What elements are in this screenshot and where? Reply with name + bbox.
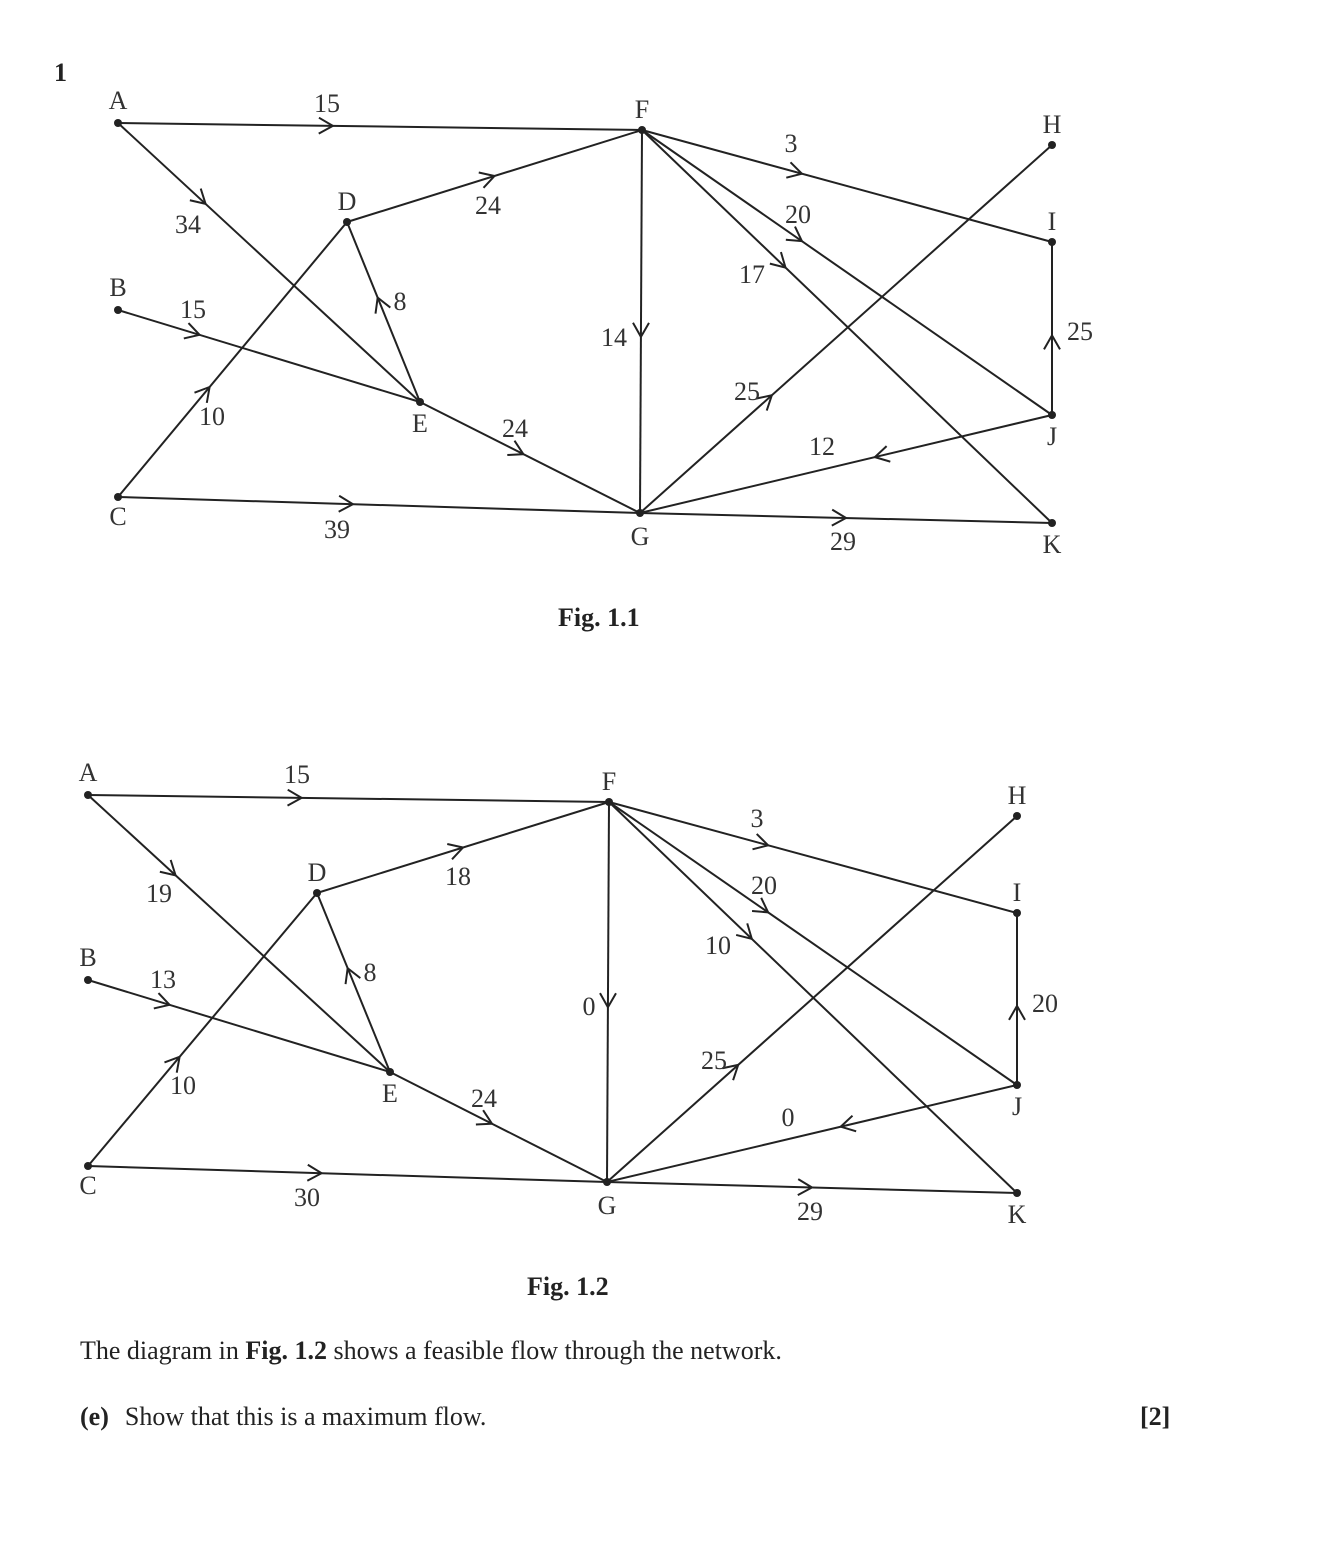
fig1-node-label-j: J xyxy=(1046,422,1058,451)
figure-1-2 xyxy=(0,730,1334,1310)
fig2-node-label-e: E xyxy=(382,1079,398,1108)
fig1-node-j xyxy=(1048,411,1056,419)
fig2-node-e xyxy=(386,1068,394,1076)
fig2-node-a xyxy=(84,791,92,799)
fig2-edge-g-k xyxy=(607,1179,1017,1226)
fig2-edge-label-f-g: 0 xyxy=(582,992,596,1021)
fig2-edge-line-g-h xyxy=(607,816,1017,1182)
fig1-node-f xyxy=(638,126,646,134)
figure-1-1 xyxy=(0,60,1334,660)
intro-before: The diagram in xyxy=(80,1336,246,1365)
fig1-edge-label-j-i: 25 xyxy=(1067,317,1093,346)
fig1-edge-g-h xyxy=(640,145,1052,513)
fig2-node-h xyxy=(1013,812,1021,820)
fig2-node-g xyxy=(603,1178,611,1186)
fig2-edge-label-e-g: 24 xyxy=(471,1084,497,1113)
fig2-edge-f-g xyxy=(583,802,616,1182)
fig2-edge-f-j xyxy=(609,802,1017,1085)
fig1-edge-label-c-d: 10 xyxy=(199,402,225,431)
fig2-edge-f-i xyxy=(609,802,1017,913)
fig1-edge-label-j-g: 12 xyxy=(809,432,835,461)
fig2-edge-label-e-d: 8 xyxy=(363,958,377,987)
intro-bold: Fig. 1.2 xyxy=(245,1336,327,1365)
fig1-node-label-a: A xyxy=(108,86,128,115)
fig-1-1-caption: Fig. 1.1 xyxy=(558,603,640,632)
fig2-edge-d-f xyxy=(317,802,609,893)
fig2-node-label-f: F xyxy=(601,767,617,796)
fig2-edge-e-d xyxy=(317,893,390,1072)
network-diagram-1 xyxy=(0,60,1334,660)
fig2-node-label-a: A xyxy=(78,758,98,787)
fig1-edge-d-f xyxy=(347,130,642,222)
fig1-edge-label-f-k: 17 xyxy=(739,260,765,289)
fig1-edge-e-d xyxy=(347,222,420,402)
fig1-node-label-d: D xyxy=(337,187,357,216)
fig1-edge-line-e-d xyxy=(347,222,420,402)
part-label: (e) xyxy=(80,1402,109,1431)
fig2-edge-label-a-f: 15 xyxy=(284,760,310,789)
fig2-edge-c-d xyxy=(88,893,317,1166)
fig1-edge-line-e-g xyxy=(420,402,640,513)
fig1-edge-label-f-g: 14 xyxy=(601,323,627,352)
fig2-edge-j-i xyxy=(1009,913,1058,1085)
fig2-edge-label-c-d: 10 xyxy=(170,1071,196,1100)
question-number: 1 xyxy=(54,58,67,87)
fig-1-2-caption: Fig. 1.2 xyxy=(527,1272,609,1301)
fig1-edge-f-j xyxy=(642,130,1052,415)
fig2-edge-label-f-j: 20 xyxy=(751,871,777,900)
intro-text xyxy=(80,1336,782,1366)
fig1-edge-label-f-j: 20 xyxy=(785,200,811,229)
fig1-edge-line-f-g xyxy=(640,130,642,513)
fig1-node-label-h: H xyxy=(1042,110,1062,139)
part-text: Show that this is a maximum flow. xyxy=(124,1402,487,1431)
fig1-node-label-b: B xyxy=(109,273,127,302)
fig2-node-c xyxy=(84,1162,92,1170)
fig1-edges xyxy=(118,89,1093,556)
fig1-node-e xyxy=(416,398,424,406)
fig1-node-b xyxy=(114,306,122,314)
fig1-node-label-f: F xyxy=(634,95,650,124)
question-part-e xyxy=(80,1402,486,1432)
fig1-node-label-g: G xyxy=(630,522,650,551)
fig2-edge-label-f-i: 3 xyxy=(750,804,764,833)
fig2-node-k xyxy=(1013,1189,1021,1197)
fig2-edge-line-c-d xyxy=(88,893,317,1166)
fig2-node-label-h: H xyxy=(1007,781,1027,810)
fig2-node-label-g: G xyxy=(597,1191,617,1220)
fig1-node-k xyxy=(1048,519,1056,527)
fig1-edge-label-a-f: 15 xyxy=(314,89,340,118)
fig1-edge-f-g xyxy=(601,130,649,513)
fig1-edge-line-c-d xyxy=(118,222,347,497)
fig2-edge-label-g-h: 25 xyxy=(701,1046,727,1075)
fig2-edge-label-c-g: 30 xyxy=(294,1183,320,1212)
intro-after: shows a feasible flow through the network. xyxy=(326,1336,782,1365)
fig2-node-j xyxy=(1013,1081,1021,1089)
fig2-node-label-d: D xyxy=(307,858,327,887)
fig1-edge-label-b-e: 15 xyxy=(180,295,206,324)
fig1-edge-b-e xyxy=(118,295,420,402)
fig1-edge-label-g-h: 25 xyxy=(734,377,760,406)
fig2-edge-g-h xyxy=(607,816,1017,1182)
fig1-edge-c-d xyxy=(118,222,347,497)
fig1-edge-label-e-d: 8 xyxy=(393,287,407,316)
fig1-node-label-k: K xyxy=(1042,530,1062,559)
fig2-node-label-i: I xyxy=(1012,878,1022,907)
fig2-node-i xyxy=(1013,909,1021,917)
fig2-edge-label-j-i: 20 xyxy=(1032,989,1058,1018)
network-diagram-2 xyxy=(0,730,1334,1310)
fig2-edge-b-e xyxy=(88,965,390,1072)
fig1-node-label-i: I xyxy=(1047,207,1057,236)
fig1-edge-line-g-h xyxy=(640,145,1052,513)
fig2-edge-label-j-g: 0 xyxy=(781,1103,795,1132)
fig1-edge-label-a-e: 34 xyxy=(175,210,201,239)
fig1-edge-label-c-g: 39 xyxy=(324,515,350,544)
fig2-node-label-j: J xyxy=(1011,1092,1023,1121)
fig2-edge-label-f-k: 10 xyxy=(705,931,731,960)
fig2-edge-line-f-g xyxy=(607,802,609,1182)
fig1-node-c xyxy=(114,493,122,501)
fig1-node-label-e: E xyxy=(412,409,428,438)
fig1-edge-label-e-g: 24 xyxy=(502,414,528,443)
fig2-node-label-c: C xyxy=(79,1171,97,1200)
fig1-edge-a-e xyxy=(118,123,420,402)
fig2-edge-a-e xyxy=(88,795,390,1072)
fig2-edge-label-b-e: 13 xyxy=(150,965,176,994)
fig2-edge-label-g-k: 29 xyxy=(797,1197,823,1226)
fig1-edge-a-f xyxy=(118,89,642,134)
fig1-node-a xyxy=(114,119,122,127)
fig1-edge-c-g xyxy=(118,496,640,544)
fig2-edge-label-a-e: 19 xyxy=(146,879,172,908)
fig1-edge-line-a-f xyxy=(118,123,642,130)
fig1-edge-line-f-j xyxy=(642,130,1052,415)
fig2-edge-line-e-g xyxy=(390,1072,607,1182)
fig1-edge-label-d-f: 24 xyxy=(475,191,501,220)
fig1-edge-g-k xyxy=(640,510,1052,556)
fig2-node-d xyxy=(313,889,321,897)
fig1-node-h xyxy=(1048,141,1056,149)
marks: [2] xyxy=(1140,1402,1171,1431)
fig1-node-d xyxy=(343,218,351,226)
fig2-node-b xyxy=(84,976,92,984)
fig2-edge-line-a-e xyxy=(88,795,390,1072)
fig2-edge-c-g xyxy=(88,1165,607,1212)
fig2-edge-e-g xyxy=(390,1072,607,1182)
fig1-edge-label-f-i: 3 xyxy=(784,129,798,158)
fig2-edge-label-d-f: 18 xyxy=(445,862,471,891)
fig2-node-label-b: B xyxy=(79,943,97,972)
fig1-node-label-c: C xyxy=(109,502,127,531)
fig2-edges xyxy=(88,760,1058,1226)
fig2-node-label-k: K xyxy=(1007,1200,1027,1229)
fig2-edge-line-f-j xyxy=(609,802,1017,1085)
fig1-edge-j-i xyxy=(1044,242,1093,415)
fig1-node-g xyxy=(636,509,644,517)
fig2-edge-a-f xyxy=(88,760,609,806)
fig1-edge-line-b-e xyxy=(118,310,420,402)
fig1-node-i xyxy=(1048,238,1056,246)
fig2-edge-line-b-e xyxy=(88,980,390,1072)
fig1-edge-e-g xyxy=(420,402,640,513)
fig1-edge-label-g-k: 29 xyxy=(830,527,856,556)
fig2-edge-line-e-d xyxy=(317,893,390,1072)
fig2-node-f xyxy=(605,798,613,806)
fig2-edge-line-a-f xyxy=(88,795,609,802)
fig1-edge-line-a-e xyxy=(118,123,420,402)
fig2-edge-line-c-g xyxy=(88,1166,607,1182)
fig1-edge-f-i xyxy=(642,129,1052,242)
fig1-edge-line-c-g xyxy=(118,497,640,513)
fig1-edge-line-f-i xyxy=(642,130,1052,242)
fig2-edge-line-f-i xyxy=(609,802,1017,913)
